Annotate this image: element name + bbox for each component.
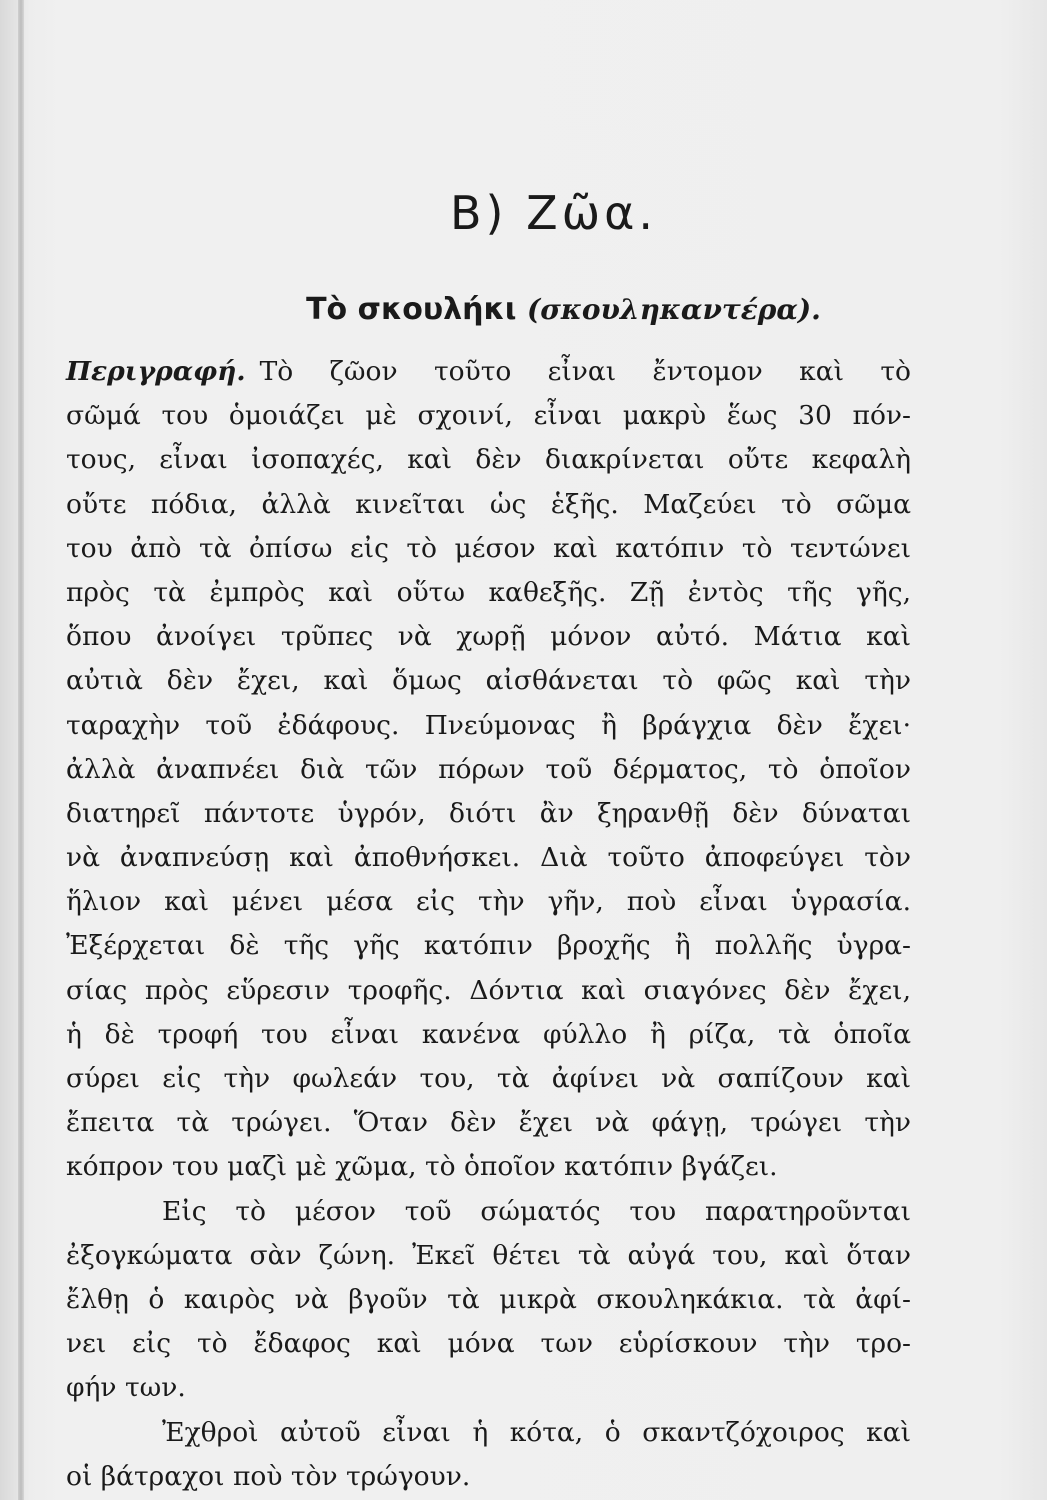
article-title-subtitle: (σκουληκαντέρα). — [526, 293, 821, 326]
text-line: κόπρον του μαζὶ μὲ χῶμα, τὸ ὁποῖον κατόπιν βγάζει. — [66, 1151, 778, 1183]
text-line: φήν των. — [66, 1372, 186, 1404]
text-line: του ἀπὸ τὰ ὀπίσω εἰς τὸ μέσον καὶ κατόπιν τὸ τεντώνει — [66, 532, 911, 564]
text-line: ἔπειτα τὰ τρώγει. Ὅταν δὲν ἔχει νὰ φάγῃ, τρώγει τὴν — [66, 1107, 911, 1139]
text-line: ἔλθῃ ὁ καιρὸς νὰ βγοῦν τὰ μικρὰ σκουληκάκια. τὰ ἀφί- — [66, 1283, 911, 1315]
article-body — [66, 350, 911, 1499]
text-line: ἐξογκώματα σὰν ζώνη. Ἐκεῖ θέτει τὰ αὐγά του, καὶ ὅταν — [66, 1239, 911, 1271]
article-title — [0, 292, 1047, 327]
text-line: σίας πρὸς εὕρεσιν τροφῆς. Δόντια καὶ σιαγόνες δὲν ἔχει, — [66, 974, 911, 1006]
text-line: νὰ ἀναπνεύσῃ καὶ ἀποθνήσκει. Διὰ τοῦτο ἀποφεύγει τὸν — [66, 842, 911, 874]
section-heading: Β) Ζῶα. — [449, 186, 658, 240]
paragraph-lead: Περιγραφή. — [66, 356, 246, 387]
text-line: Ἐχθροὶ αὐτοῦ εἶναι ἡ κότα, ὁ σκαντζόχοιρος καὶ — [162, 1416, 911, 1448]
text-line: ἥλιον καὶ μένει μέσα εἰς τὴν γῆν, ποὺ εἶναι ὑγρασία. — [66, 886, 911, 918]
text-line: πρὸς τὰ ἐμπρὸς καὶ οὕτω καθεξῆς. Ζῇ ἐντὸς τῆς γῆς, — [66, 576, 911, 608]
text-line: αὐτιὰ δὲν ἔχει, καὶ ὅμως αἰσθάνεται τὸ φῶς καὶ τὴν — [66, 665, 911, 697]
text-line: Περιγραφή. Τὸ ζῶον τοῦτο εἶναι ἔντομον καὶ τὸ — [66, 356, 911, 387]
text-line: οἱ βάτραχοι ποὺ τὸν τρώγουν. — [66, 1460, 471, 1492]
text-line: τους, εἶναι ἰσοπαχές, καὶ δὲν διακρίνεται οὔτε κεφαλὴ — [66, 444, 911, 476]
text-line: ταραχὴν τοῦ ἐδάφους. Πνεύμονας ἢ βράγχια δὲν ἔχει· — [66, 709, 911, 741]
text-line: σῶμά του ὁμοιάζει μὲ σχοινί, εἶναι μακρὺ ἕως 30 πόν- — [66, 400, 911, 432]
article-title-main: Τὸ σκουλήκι — [306, 292, 517, 327]
text-line: οὔτε πόδια, ἀλλὰ κινεῖται ὡς ἑξῆς. Μαζεύει τὸ σῶμα — [66, 488, 911, 520]
text-line: Ἐξέρχεται δὲ τῆς γῆς κατόπιν βροχῆς ἢ πολλῆς ὑγρα- — [66, 930, 911, 962]
text-line: ὅπου ἀνοίγει τρῦπες νὰ χωρῇ μόνον αὐτό. Μάτια καὶ — [66, 621, 911, 653]
text-line: σύρει εἰς τὴν φωλεάν του, τὰ ἀφίνει νὰ σαπίζουν καὶ — [66, 1063, 911, 1094]
text-line: νει εἰς τὸ ἔδαφος καὶ μόνα των εὑρίσκουν τὴν τρο- — [66, 1328, 911, 1360]
text-line: ἀλλὰ ἀναπνέει διὰ τῶν πόρων τοῦ δέρματος, τὸ ὁποῖον — [66, 753, 911, 785]
text-line: Εἰς τὸ μέσον τοῦ σώματός του παρατηροῦνται — [162, 1195, 911, 1227]
text-line: διατηρεῖ πάντοτε ὑγρόν, διότι ἂν ξηρανθῇ δὲν δύναται — [66, 797, 911, 829]
text-line: ἡ δὲ τροφή του εἶναι κανένα φύλλο ἢ ρίζα, τὰ ὁποῖα — [66, 1018, 911, 1050]
